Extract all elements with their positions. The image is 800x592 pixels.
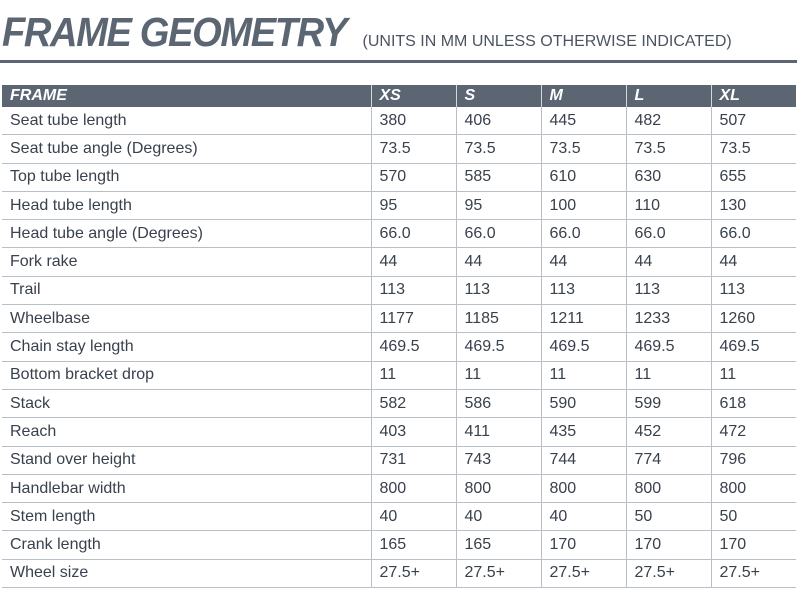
row-label: Trail [2, 276, 371, 304]
table-cell: 66.0 [541, 220, 626, 248]
table-body [2, 107, 796, 588]
table-cell: 95 [456, 191, 541, 219]
row-label: Bottom bracket drop [2, 361, 371, 389]
title-divider [0, 60, 797, 63]
table-cell: 27.5+ [541, 559, 626, 587]
table-cell: 1260 [711, 305, 796, 333]
table-row [2, 389, 796, 417]
table-cell: 11 [626, 361, 711, 389]
column-header-xl: XL [711, 85, 796, 107]
table-cell: 472 [711, 418, 796, 446]
table-row [2, 531, 796, 559]
row-label: Reach [2, 418, 371, 446]
table-cell: 743 [456, 446, 541, 474]
table-cell: 800 [371, 474, 456, 502]
page-subtitle: (UNITS IN MM UNLESS OTHERWISE INDICATED) [362, 33, 732, 50]
table-cell: 435 [541, 418, 626, 446]
table-cell: 44 [371, 248, 456, 276]
table-cell: 1177 [371, 305, 456, 333]
table-cell: 655 [711, 163, 796, 191]
table-cell: 50 [711, 503, 796, 531]
table-cell: 774 [626, 446, 711, 474]
table-cell: 66.0 [371, 220, 456, 248]
table-cell: 27.5+ [626, 559, 711, 587]
row-label: Handlebar width [2, 474, 371, 502]
table-cell: 66.0 [626, 220, 711, 248]
column-header-frame: FRAME [2, 85, 371, 107]
row-label: Chain stay length [2, 333, 371, 361]
table-row [2, 191, 796, 219]
table-cell: 11 [541, 361, 626, 389]
table-cell: 170 [541, 531, 626, 559]
table-cell: 44 [626, 248, 711, 276]
table-cell: 40 [456, 503, 541, 531]
table-cell: 1233 [626, 305, 711, 333]
table-cell: 73.5 [541, 135, 626, 163]
table-cell: 482 [626, 107, 711, 135]
row-label: Seat tube length [2, 107, 371, 135]
table-cell: 452 [626, 418, 711, 446]
table-cell: 406 [456, 107, 541, 135]
table-cell: 590 [541, 389, 626, 417]
table-cell: 585 [456, 163, 541, 191]
table-row [2, 135, 796, 163]
table-row [2, 276, 796, 304]
page-header [2, 9, 732, 59]
row-label: Top tube length [2, 163, 371, 191]
table-cell: 469.5 [711, 333, 796, 361]
table-cell: 469.5 [541, 333, 626, 361]
row-label: Stem length [2, 503, 371, 531]
table-cell: 630 [626, 163, 711, 191]
table-cell: 170 [626, 531, 711, 559]
table-row [2, 474, 796, 502]
table-cell: 11 [711, 361, 796, 389]
table-row [2, 446, 796, 474]
column-header-m: M [541, 85, 626, 107]
table-cell: 11 [456, 361, 541, 389]
table-cell: 411 [456, 418, 541, 446]
table-cell: 618 [711, 389, 796, 417]
table-cell: 165 [456, 531, 541, 559]
table-cell: 1185 [456, 305, 541, 333]
table-row [2, 333, 796, 361]
table-cell: 44 [711, 248, 796, 276]
table-row [2, 305, 796, 333]
table-cell: 469.5 [371, 333, 456, 361]
table-cell: 731 [371, 446, 456, 474]
table-cell: 507 [711, 107, 796, 135]
table-cell: 66.0 [456, 220, 541, 248]
table-cell: 469.5 [456, 333, 541, 361]
table-cell: 40 [541, 503, 626, 531]
column-header-s: S [456, 85, 541, 107]
table-cell: 73.5 [711, 135, 796, 163]
row-label: Stand over height [2, 446, 371, 474]
row-label: Wheel size [2, 559, 371, 587]
table-cell: 796 [711, 446, 796, 474]
table-cell: 130 [711, 191, 796, 219]
table-cell: 403 [371, 418, 456, 446]
table-cell: 113 [541, 276, 626, 304]
row-label: Wheelbase [2, 305, 371, 333]
row-label: Stack [2, 389, 371, 417]
table-row [2, 361, 796, 389]
row-label: Head tube length [2, 191, 371, 219]
table-row [2, 107, 796, 135]
table-cell: 380 [371, 107, 456, 135]
table-cell: 113 [456, 276, 541, 304]
table-row [2, 248, 796, 276]
table-header-row [2, 85, 796, 107]
table-cell: 445 [541, 107, 626, 135]
row-label: Crank length [2, 531, 371, 559]
table-cell: 27.5+ [711, 559, 796, 587]
table-cell: 469.5 [626, 333, 711, 361]
table-cell: 1211 [541, 305, 626, 333]
table-cell: 113 [626, 276, 711, 304]
column-header-xs: XS [371, 85, 456, 107]
table-cell: 113 [711, 276, 796, 304]
table-cell: 610 [541, 163, 626, 191]
table-cell: 40 [371, 503, 456, 531]
table-cell: 586 [456, 389, 541, 417]
table-row [2, 163, 796, 191]
table-cell: 110 [626, 191, 711, 219]
table-cell: 113 [371, 276, 456, 304]
table-cell: 73.5 [456, 135, 541, 163]
table-cell: 44 [456, 248, 541, 276]
table-cell: 800 [541, 474, 626, 502]
geometry-table [2, 85, 796, 588]
table-cell: 570 [371, 163, 456, 191]
table-cell: 11 [371, 361, 456, 389]
table-cell: 165 [371, 531, 456, 559]
table-cell: 800 [456, 474, 541, 502]
table-cell: 66.0 [711, 220, 796, 248]
table-cell: 44 [541, 248, 626, 276]
table-cell: 800 [626, 474, 711, 502]
table-cell: 744 [541, 446, 626, 474]
table-cell: 27.5+ [456, 559, 541, 587]
table-cell: 170 [711, 531, 796, 559]
table-cell: 73.5 [626, 135, 711, 163]
table-cell: 800 [711, 474, 796, 502]
table-cell: 100 [541, 191, 626, 219]
table-cell: 95 [371, 191, 456, 219]
table-cell: 73.5 [371, 135, 456, 163]
table-cell: 27.5+ [371, 559, 456, 587]
table-row [2, 559, 796, 587]
row-label: Fork rake [2, 248, 371, 276]
table-cell: 50 [626, 503, 711, 531]
column-header-l: L [626, 85, 711, 107]
table-row [2, 418, 796, 446]
row-label: Head tube angle (Degrees) [2, 220, 371, 248]
row-label: Seat tube angle (Degrees) [2, 135, 371, 163]
table-row [2, 220, 796, 248]
table-row [2, 503, 796, 531]
page-title: FRAME GEOMETRY [2, 9, 347, 55]
table-cell: 599 [626, 389, 711, 417]
table-cell: 582 [371, 389, 456, 417]
